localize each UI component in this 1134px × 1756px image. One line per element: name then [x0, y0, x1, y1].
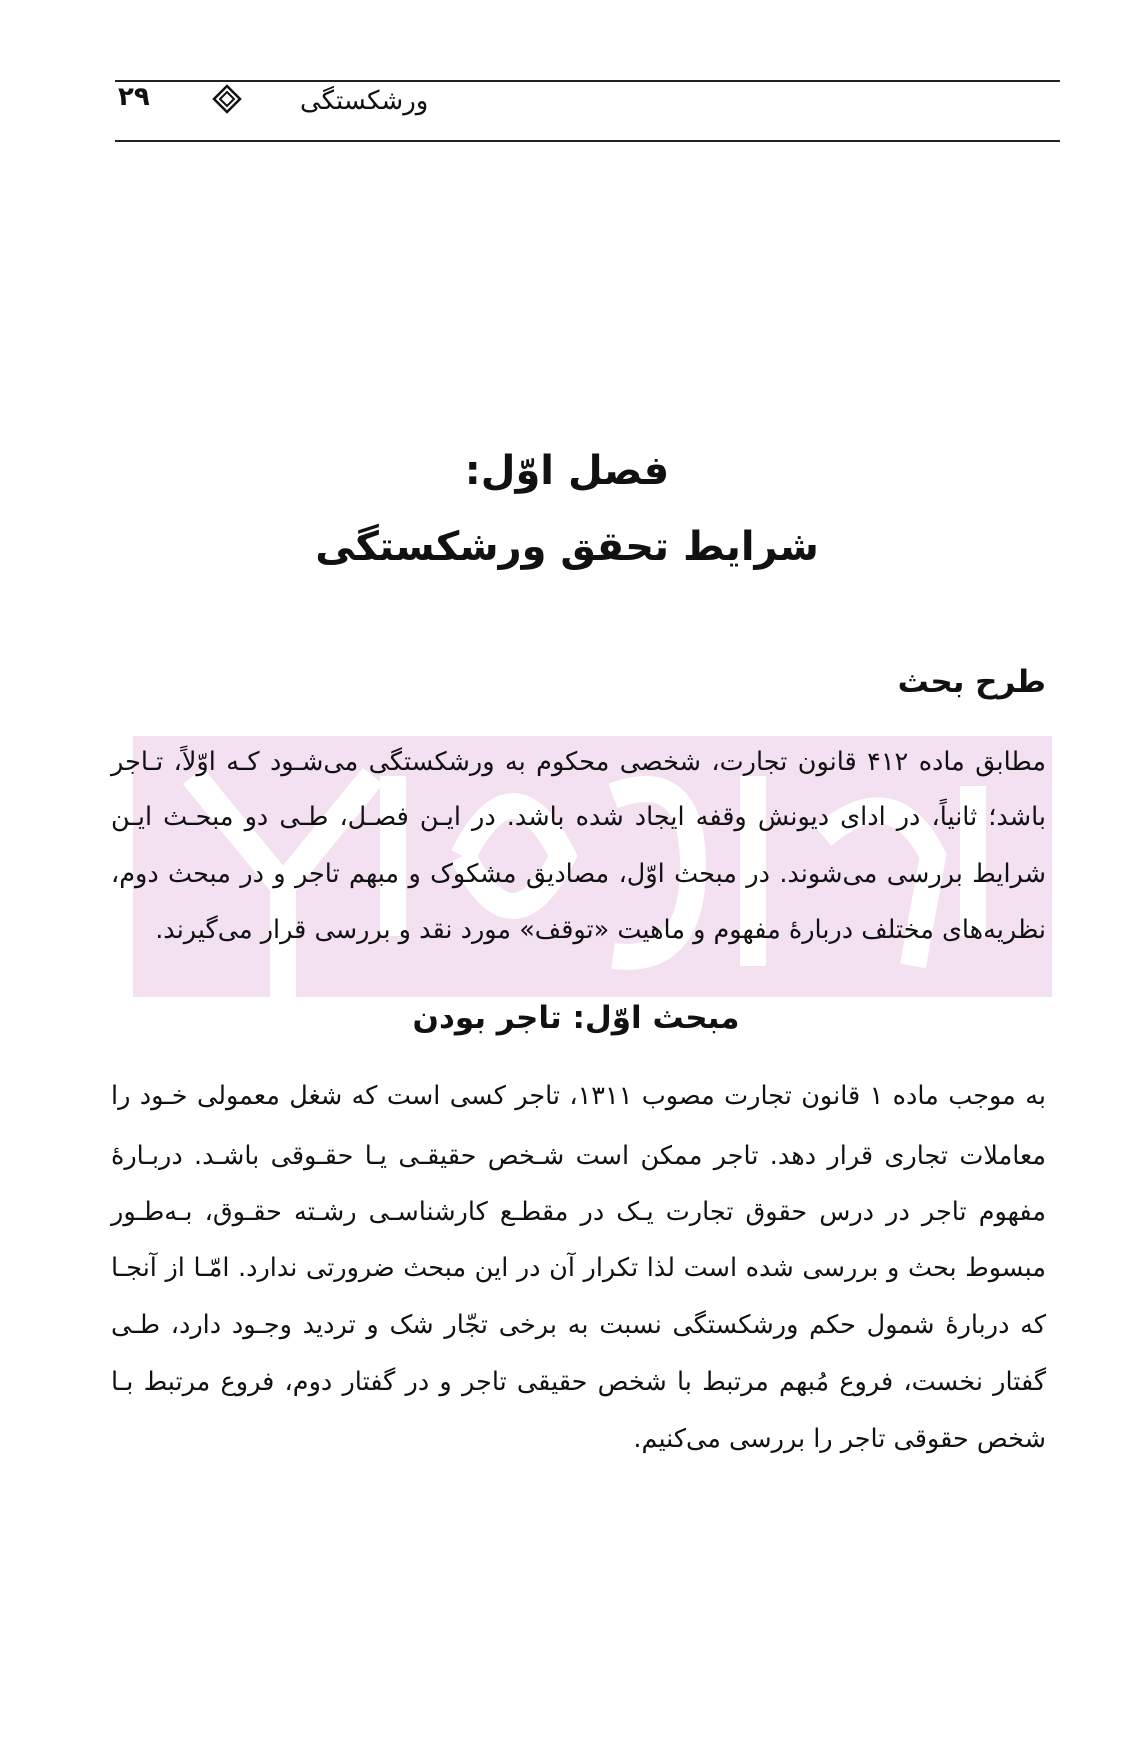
text-line: شخص حقوقی تاجر را بررسی می‌کنیم.: [633, 1424, 1046, 1454]
header-bottom-rule: [115, 140, 1060, 142]
text-line: شرایط بررسی می‌شوند. در مبحث اوّل، مصادیق مشکوک و مبهم تاجر و در مبحث دوم،: [111, 859, 1046, 889]
text-line: باشد؛ ثانیاً، در ادای دیونش وقفه ایجاد شده باشد. در ایـن فصـل، طـی دو مبحـث ایـن: [111, 802, 1046, 832]
text-line: گفتار نخست، فروع مُبهم مرتبط با شخص حقیقی تاجر و در گفتار دوم، فروع مرتبط بـا: [111, 1367, 1046, 1397]
chapter-title: شرایط تحقق ورشکستگی: [315, 524, 819, 570]
chapter-label: فصل اوّل:: [464, 448, 670, 494]
text-line: مبسوط بحث و بررسی شده است لذا تکرار آن در این مبحث ضرورتی ندارد. امّـا از آنجـا: [111, 1253, 1046, 1283]
text-line: نظریه‌های مختلف دربارهٔ مفهوم و ماهیت «توقف» مورد نقد و بررسی قرار می‌گیرند.: [155, 915, 1046, 945]
diamond-ornament-icon: [212, 84, 242, 114]
running-title: ورشکستگی: [300, 86, 429, 116]
text-line: به موجب ماده ۱ قانون تجارت مصوب ۱۳۱۱، تاجر کسی است که شغل معمولی خـود را: [111, 1081, 1047, 1111]
text-line: که دربارهٔ شمول حکم ورشکستگی نسبت به برخی تجّار شک و تردید وجـود دارد، طـی: [111, 1310, 1046, 1340]
text-line: مطابق ماده ۴۱۲ قانون تجارت، شخصی محکوم به ورشکستگی می‌شـود کـه اوّلاً، تـاجر: [111, 747, 1046, 777]
section-heading: مبحث اوّل: تاجر بودن: [412, 1000, 740, 1036]
text-line: مفهوم تاجر در درس حقوق تجارت یـک در مقطـع کارشناسـی رشـته حقـوق، بـه‌طـور: [111, 1197, 1046, 1227]
header-top-rule: [115, 80, 1060, 82]
text-line: معاملات تجاری قرار دهد. تاجر ممکن است شـخص حقیقـی یـا حقـوقی باشـد. دربـارهٔ: [111, 1141, 1046, 1171]
intro-heading: طرح بحث: [897, 664, 1046, 700]
page-number: ۲۹: [118, 82, 150, 112]
